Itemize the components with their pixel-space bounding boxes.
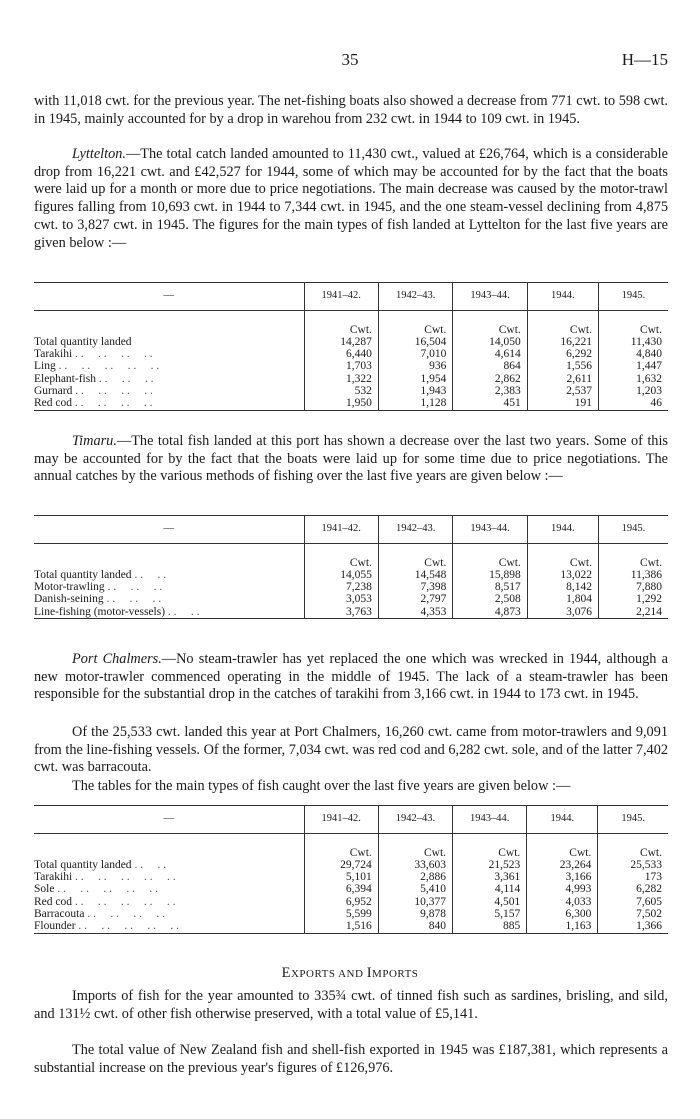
leader-dots: . . . . . . bbox=[106, 593, 162, 606]
column-header: 1943–44. bbox=[453, 283, 527, 311]
table-header-row bbox=[34, 806, 668, 834]
table-row bbox=[34, 397, 668, 410]
paragraph-continuation: with 11,018 cwt. for the previous year. The net-fishing boats also showed a decrease from 771 cwt. to 598 cwt. in 1945, mainly accounted for by a drop in warehou from 232 cwt. in 1944 to 109 cwt. in 1945. bbox=[34, 93, 668, 127]
table-cell: 6,282 bbox=[598, 883, 668, 895]
row-label: Total quantity landed bbox=[34, 568, 132, 581]
table-row bbox=[34, 385, 668, 397]
table-cell: 6,952 bbox=[304, 896, 378, 908]
leader-dots: . . . . . . . . . . bbox=[74, 895, 176, 908]
column-header: 1943–44. bbox=[453, 806, 527, 834]
table-cell: 46 bbox=[598, 397, 668, 410]
table-row bbox=[34, 920, 668, 933]
row-label: Tarakihi bbox=[34, 871, 73, 884]
column-header: 1945. bbox=[598, 806, 668, 834]
unit-label: Cwt. bbox=[598, 847, 668, 859]
table-cell: 16,221 bbox=[527, 336, 598, 348]
table-cell: 1,950 bbox=[304, 397, 378, 410]
unit-row bbox=[34, 847, 668, 859]
table-cell: 936 bbox=[378, 360, 452, 372]
unit-label: Cwt. bbox=[527, 847, 598, 859]
column-header: 1941–42. bbox=[304, 806, 378, 834]
table-row bbox=[34, 908, 668, 920]
table-cell: 4,353 bbox=[378, 606, 452, 619]
row-label: Gurnard bbox=[34, 384, 73, 397]
leader-dots: . . . . . . . . bbox=[75, 348, 153, 361]
unit-label: Cwt. bbox=[453, 557, 527, 569]
table-cell: 4,114 bbox=[453, 883, 527, 895]
table-cell: 1,203 bbox=[598, 385, 668, 397]
table-cell: 2,886 bbox=[378, 871, 452, 883]
row-label: Line-fishing (motor-vessels) bbox=[34, 605, 166, 618]
table-cell: 7,398 bbox=[378, 581, 452, 593]
unit-label: Cwt. bbox=[304, 847, 378, 859]
unit-row bbox=[34, 324, 668, 336]
unit-label: Cwt. bbox=[527, 557, 598, 569]
table-cell: 191 bbox=[527, 397, 598, 410]
table-row bbox=[34, 883, 668, 895]
row-label: Red cod bbox=[34, 895, 73, 908]
table-cell: 14,055 bbox=[304, 569, 378, 581]
table-cell: 9,878 bbox=[378, 908, 452, 920]
table-cell: 840 bbox=[378, 920, 452, 933]
leader-dots: . . . . . . . . bbox=[87, 907, 165, 920]
table-cell: 1,516 bbox=[304, 920, 378, 933]
table-cell: 451 bbox=[453, 397, 527, 410]
table-cell: 6,292 bbox=[527, 348, 598, 360]
table-cell: 1,292 bbox=[598, 593, 668, 605]
table-cell: 3,053 bbox=[304, 593, 378, 605]
paragraph-lyttelton-text: —The total catch landed amounted to 11,430 cwt., valued at £26,764, which is a considerable drop from 16,221 cwt. and £42,527 for 1944, some of which may be accounted for by the fact that the boats were laid up for a month or more due to price negotiations. The main decrease was caused by the motor-trawl figures falling from 10,693 cwt. in 1944 to 7,344 cwt. in 1945, and the one steam-vessel declining from 4,875 cwt. to 3,827 cwt. in 1945. The figures for the main types of fish landed at Lyttelton for the last five years are given below :— bbox=[34, 146, 668, 251]
table-row bbox=[34, 360, 668, 372]
table-cell: 4,033 bbox=[527, 896, 598, 908]
table-row bbox=[34, 859, 668, 871]
table-cell: 21,523 bbox=[453, 859, 527, 871]
column-header: 1944. bbox=[527, 516, 598, 544]
table-cell: 2,537 bbox=[527, 385, 598, 397]
paragraph-port-chalmers-3: The tables for the main types of fish caught over the last five years are given below :— bbox=[72, 778, 571, 794]
section-heading-exports-imports: EXPORTS AND IMPORTS bbox=[281, 965, 419, 981]
table-cell: 1,163 bbox=[527, 920, 598, 933]
table-cell: 14,287 bbox=[304, 336, 378, 348]
leader-dots: . . . . bbox=[134, 568, 167, 581]
table-cell: 14,548 bbox=[378, 569, 452, 581]
table-cell: 864 bbox=[453, 360, 527, 372]
unit-label: Cwt. bbox=[378, 557, 452, 569]
table-cell: 1,322 bbox=[304, 373, 378, 385]
leader-dots: . . . . bbox=[134, 858, 167, 871]
table-cell: 7,238 bbox=[304, 581, 378, 593]
leader-dots: . . . . . . bbox=[107, 581, 163, 594]
table-row bbox=[34, 373, 668, 385]
table-cell: 532 bbox=[304, 385, 378, 397]
column-header: 1941–42. bbox=[304, 283, 378, 311]
table-cell: 4,993 bbox=[527, 883, 598, 895]
column-header: 1944. bbox=[527, 283, 598, 311]
table-row bbox=[34, 593, 668, 605]
page-number: 35 bbox=[341, 50, 359, 69]
row-label: Ling bbox=[34, 360, 56, 373]
row-label: Barracouta bbox=[34, 907, 85, 920]
table-cell: 7,605 bbox=[598, 896, 668, 908]
row-label: Red cod bbox=[34, 397, 73, 410]
paragraph-imports: Imports of fish for the year amounted to 335¾ cwt. of tinned fish such as sardines, brisling, and sild, and 131½ cwt. of other fish otherwise preserved, with a total value of £5,141. bbox=[34, 988, 668, 1022]
table-row bbox=[34, 569, 668, 581]
table-cell: 1,556 bbox=[527, 360, 598, 372]
table-cell: 1,943 bbox=[378, 385, 452, 397]
table-corner: — bbox=[34, 806, 304, 834]
table-cell: 23,264 bbox=[527, 859, 598, 871]
table-header-row bbox=[34, 516, 668, 544]
column-header: 1942–43. bbox=[378, 516, 452, 544]
column-header: 1941–42. bbox=[304, 516, 378, 544]
row-label: Motor-trawling bbox=[34, 581, 105, 594]
column-header: 1945. bbox=[598, 283, 668, 311]
table-cell: 885 bbox=[453, 920, 527, 933]
table-row bbox=[34, 581, 668, 593]
column-header: 1943–44. bbox=[453, 516, 527, 544]
table-lyttelton bbox=[34, 282, 668, 411]
leader-dots: . . . . bbox=[167, 605, 200, 618]
table-cell: 5,101 bbox=[304, 871, 378, 883]
table-cell: 2,508 bbox=[453, 593, 527, 605]
table-corner: — bbox=[34, 516, 304, 544]
table-cell: 1,954 bbox=[378, 373, 452, 385]
place-heading-lyttelton: Lyttelton. bbox=[72, 146, 126, 162]
table-cell: 2,383 bbox=[453, 385, 527, 397]
leader-dots: . . . . . . . . bbox=[74, 397, 153, 410]
unit-label: Cwt. bbox=[453, 847, 527, 859]
table-row bbox=[34, 348, 668, 360]
row-label: Elephant-fish bbox=[34, 372, 96, 385]
unit-label: Cwt. bbox=[378, 324, 452, 336]
table-cell: 1,632 bbox=[598, 373, 668, 385]
unit-label: Cwt. bbox=[304, 557, 378, 569]
paragraph-timaru-text: —The total fish landed at this port has shown a decrease over the last two years. Some of this may be accounted for by the fact that the boats were laid up for some time due to price negotiations. The annual catches by the various methods of fishing over the last five years are given below :— bbox=[34, 433, 668, 485]
column-header: 1944. bbox=[527, 806, 598, 834]
table-cell: 5,157 bbox=[453, 908, 527, 920]
unit-label: Cwt. bbox=[598, 557, 668, 569]
unit-label: Cwt. bbox=[453, 324, 527, 336]
table-cell: 10,377 bbox=[378, 896, 452, 908]
table-cell: 11,430 bbox=[598, 336, 668, 348]
table-cell: 4,614 bbox=[453, 348, 527, 360]
table-cell: 2,214 bbox=[598, 606, 668, 619]
leader-dots: . . . . . . . . . . bbox=[57, 883, 158, 896]
table-cell: 4,873 bbox=[453, 606, 527, 619]
row-label: Tarakihi bbox=[34, 348, 73, 361]
table-cell: 4,840 bbox=[598, 348, 668, 360]
table-cell: 11,386 bbox=[598, 569, 668, 581]
place-heading-port-chalmers: Port Chalmers. bbox=[72, 651, 162, 667]
table-cell: 7,010 bbox=[378, 348, 452, 360]
table-cell: 2,611 bbox=[527, 373, 598, 385]
paragraph-timaru bbox=[34, 433, 668, 486]
leader-dots: . . . . . . bbox=[98, 372, 154, 385]
place-heading-timaru: Timaru. bbox=[72, 433, 117, 449]
table-cell: 8,517 bbox=[453, 581, 527, 593]
table-corner: — bbox=[34, 283, 304, 311]
unit-label: Cwt. bbox=[378, 847, 452, 859]
leader-dots: . . . . . . . . bbox=[75, 384, 153, 397]
row-label: Total quantity landed bbox=[34, 335, 132, 348]
table-cell: 6,440 bbox=[304, 348, 378, 360]
table-cell: 2,862 bbox=[453, 373, 527, 385]
table-cell: 29,724 bbox=[304, 859, 378, 871]
table-cell: 8,142 bbox=[527, 581, 598, 593]
table-cell: 173 bbox=[598, 871, 668, 883]
table-cell: 7,502 bbox=[598, 908, 668, 920]
paragraph-port-chalmers bbox=[34, 651, 668, 704]
row-label: Danish-seining bbox=[34, 593, 104, 606]
leader-dots: . . . . . . . . . . bbox=[78, 920, 180, 933]
document-reference: H—15 bbox=[621, 50, 668, 69]
table-cell: 14,050 bbox=[453, 336, 527, 348]
unit-label: Cwt. bbox=[304, 324, 378, 336]
table-cell: 13,022 bbox=[527, 569, 598, 581]
table-cell: 3,076 bbox=[527, 606, 598, 619]
table-cell: 33,603 bbox=[378, 859, 452, 871]
table-cell: 3,166 bbox=[527, 871, 598, 883]
paragraph-lyttelton bbox=[34, 146, 668, 252]
table-cell: 6,300 bbox=[527, 908, 598, 920]
table-row bbox=[34, 606, 668, 619]
table-row bbox=[34, 871, 668, 883]
leader-dots: . . . . . . . . . . bbox=[75, 871, 176, 884]
row-label: Total quantity landed bbox=[34, 858, 132, 871]
table-cell: 1,366 bbox=[598, 920, 668, 933]
table-cell: 7,880 bbox=[598, 581, 668, 593]
unit-label: Cwt. bbox=[598, 324, 668, 336]
unit-row bbox=[34, 557, 668, 569]
leader-dots: . . . . . . . . . . bbox=[58, 360, 160, 373]
paragraph-exports: The total value of New Zealand fish and shell-fish exported in 1945 was £187,381, which represents a substantial increase on the previous year's figures of £126,976. bbox=[34, 1042, 668, 1076]
table-timaru bbox=[34, 515, 668, 619]
table-cell: 25,533 bbox=[598, 859, 668, 871]
table-cell: 1,804 bbox=[527, 593, 598, 605]
paragraph-port-chalmers-2: Of the 25,533 cwt. landed this year at Port Chalmers, 16,260 cwt. came from motor-trawlers and 9,091 from the line-fishing vessels. Of the former, 7,034 cwt. was red cod and 6,282 cwt. sole, and of the latter 7,402 cwt. was barracouta. bbox=[34, 724, 668, 776]
column-header: 1942–43. bbox=[378, 283, 452, 311]
table-cell: 4,501 bbox=[453, 896, 527, 908]
table-cell: 3,361 bbox=[453, 871, 527, 883]
table-port-chalmers bbox=[34, 805, 668, 934]
unit-label: Cwt. bbox=[527, 324, 598, 336]
table-cell: 6,394 bbox=[304, 883, 378, 895]
table-cell: 5,410 bbox=[378, 883, 452, 895]
table-cell: 1,128 bbox=[378, 397, 452, 410]
paragraph-port-chalmers-text: —No steam-trawler has yet replaced the one which was wrecked in 1944, although a new motor-trawler commenced operating in the middle of 1945. The lack of a steam-trawler has been responsible for the substantial drop in the catches of tarakihi from 3,166 cwt. in 1944 to 173 cwt. in 1945. bbox=[34, 651, 668, 703]
table-cell: 3,763 bbox=[304, 606, 378, 619]
column-header: 1945. bbox=[598, 516, 668, 544]
column-header: 1942–43. bbox=[378, 806, 452, 834]
table-row bbox=[34, 896, 668, 908]
table-cell: 5,599 bbox=[304, 908, 378, 920]
row-label: Sole bbox=[34, 883, 55, 896]
table-row bbox=[34, 336, 668, 348]
table-cell: 15,898 bbox=[453, 569, 527, 581]
table-cell: 2,797 bbox=[378, 593, 452, 605]
table-header-row bbox=[34, 283, 668, 311]
table-cell: 1,703 bbox=[304, 360, 378, 372]
row-label: Flounder bbox=[34, 920, 76, 933]
table-cell: 16,504 bbox=[378, 336, 452, 348]
table-cell: 1,447 bbox=[598, 360, 668, 372]
